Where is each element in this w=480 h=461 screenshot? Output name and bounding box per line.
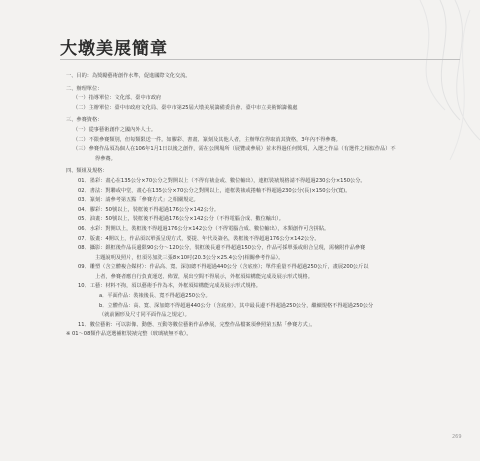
page-number: 269 — [452, 434, 462, 440]
text-line: 04．膠彩：50號以上，裝框後不得超過176公分×142公分。 — [78, 206, 220, 213]
text-line: 01．墨彩：畫心在135公分×70公分之對開以上（不得有裱金或、數位輸出），連框裝裱規格請不得超過230公分×150公分。 — [78, 177, 366, 184]
text-line: ※ 01～08類作品送選補框裝裱完整（玻璃裱無不收）。 — [66, 331, 192, 338]
text-line: 08．攝影：銀框後作品長邊限90公分～120公分，裝框後長邊不得超過150公分，作品可採單張或組合呈現，需檢附作品參賽 — [78, 245, 366, 252]
text-line: （三）參賽作品須為個人在106年1月1日以後之創作，需在公開場所（展覽或參展）並未得過任何獎項，入選之作品（有選件之相似作品）不 — [73, 146, 396, 153]
regulations-text — [62, 72, 467, 340]
text-line: b．立體作品：高、寬、深加總不得超過440公分（含底座），其中最長邊不得超過250公分，繼續規格不得超過250公分 — [99, 302, 374, 309]
text-line: 02．書法：對聯或中堂，畫心在135公分×70公分之對開以上，連框裝裱或捲軸不得超過230公分(長)×150公分(寬)。 — [78, 187, 351, 194]
text-line: 11．數位藝術：可以影像、動態、互動等數位藝術作品參展，完整作品檔案須參照第五點「參賽方式」。 — [78, 321, 316, 328]
text-line: （一）指導單位：文化部、臺中市政府 — [73, 95, 162, 102]
text-line: （二）主辦單位：臺中市政府文化局、臺中市第25屆大墩美展籌備委員會、臺中市立美術館籌備處 — [73, 104, 298, 111]
text-line: 10．工藝：材料不拘，須以藝術手作為本，外框須結構能完成及展示形式規格。 — [78, 283, 261, 290]
text-line: 上者，參賽者應自行負責運送、佈置，展出空間不得展示，外框須結構能完成及展示形式規格。 — [95, 273, 313, 280]
text-line: 三、參賽資格： — [66, 117, 103, 124]
text-line: 09．雕塑（含立體複合媒材）：作品高、寬、深加總不得超過440公分（含底座）；單件重量不得超過250公斤，畫展200公斤以 — [78, 264, 369, 271]
page-title: 大墩美展簡章 — [60, 39, 168, 59]
text-line: 二、辦理單位： — [66, 85, 103, 92]
text-line: 一、目的：為獎勵藝術創作水準，促進國際文化交流。 — [66, 73, 191, 79]
text-line: （一）從事藝術創作之國內外人士。 — [73, 126, 157, 133]
text-line: 得參賽。 — [95, 155, 116, 162]
text-line: 05．油畫：50號以上，裝框後不得超過176公分×142公分（不得電腦合成、數位輸出）。 — [78, 216, 284, 223]
title-divider — [60, 59, 460, 60]
text-line: 03．篆刻：請參考第五點「參賽方式」之相關規定。 — [78, 197, 199, 204]
text-line: （二）不限參賽類別，但每類限送一件。如膠彩、書畫、篆刻及其他人者，主辦單位得取消其資格，3年內不得參賽。 — [73, 136, 341, 143]
text-line: a．平面作品：裝裱後長、寬不得超過250公分。 — [99, 293, 211, 300]
text-line: 四、類組及規格： — [66, 168, 108, 175]
text-line: 07．版畫：4開以上，作品須以單張呈現方式，要提、年代及簽名，裝框後不得超過176公分×142公分。 — [78, 235, 320, 242]
text-line: 主題說明及照片，但須另加洗三張8×10吋(20.3公分×25.4公分)相關參考作品）。 — [95, 254, 284, 261]
text-line: （就前圖形及尺寸同平面作品之規定）。 — [99, 312, 190, 319]
text-line: 06．水彩：對開以上，裝框後不得超過176公分×142公分（不得電腦合成、數位輸出），本類創作可含拼貼。 — [78, 225, 330, 232]
